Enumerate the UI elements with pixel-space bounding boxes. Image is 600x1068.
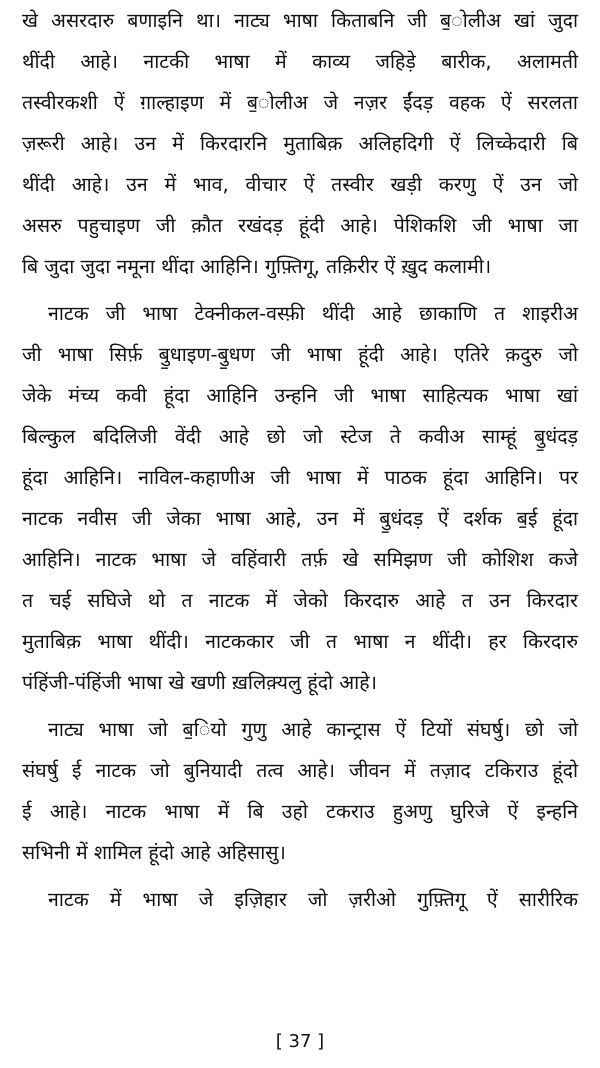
text-line: नाटक में भाषा जे इज़िहार जो ज़रीओ गुफ़्तिगू ऐं सारीरिक — [48, 888, 578, 911]
text-line: तस्वीरकशी ऐं ग़ाल्हाइण में ब॒ोलीअ जे नज़र ईंदड़ वहक ऐं सरलता — [22, 91, 578, 114]
page-number: [ 37 ] — [275, 1031, 325, 1052]
text-line: असरु पहुचाइण जी क़ौत रखंदड़ हूंदी आहे। पेशिकशि जी भाषा जा — [22, 214, 578, 237]
text-line: ई आहे। नाटक भाषा में बि उहो टकराउ हुअणु घुरिजे ऐं इन्हनि — [22, 800, 578, 823]
text-line: ज़रूरी आहे। उन में किरदारनि मुताबिक़ अलिहदिगी ऐं लिच्केदारी बि — [22, 132, 578, 155]
text-line: आहिनि। नाटक भाषा जे वहिंवारी तर्फ़ खे समिझण जी कोशिश कजे — [22, 548, 578, 571]
text-line: मुताबिक़ भाषा थींदी। नाटककार जी त भाषा न थींदी। हर किरदारु — [22, 630, 578, 653]
text-line: सभिनी में शामिल हूंदो आहे अहिसासु। — [22, 841, 286, 864]
text-line: नाटक जी भाषा टेक्नीकल-वस्फ़ी थींदी आहे छाकाणि त शाइरीअ — [48, 302, 578, 325]
text-line: जी भाषा सिर्फ़ बु॒धाइण-बु॒धण जी भाषा हूंदी आहे। एतिरे क़दुरु जो — [22, 343, 578, 366]
text-line: हूंदा आहिनि। नाविल-कहाणीअ जी भाषा में पाठक हूंदा आहिनि। पर — [22, 466, 578, 489]
text-line: पंहिंजी-पंहिंजी भाषा खे खणी ख़लिक़्यलु हूंदो आहे। — [22, 671, 377, 694]
text-line: थींदी आहे। उन में भाव, वीचार ऐं तस्वीर खड़ी करणु ऐं उन जो — [22, 173, 578, 196]
text-line: जेके मंच्य कवी हूंदा आहिनि उन्हनि जी भाषा साहित्यक भाषा खां — [22, 384, 578, 407]
text-line: नाटक नवीस जी जेका भाषा आहे, उन में बु॒धंदड़ ऐं दर्शक ब॒ई हूंदा — [22, 507, 578, 530]
text-line: थींदी आहे। नाटकी भाषा में काव्य जहिड़े बारीक, अलामती — [22, 50, 578, 73]
text-line: संघर्षु ई नाटक जो बुनियादी तत्व आहे। जीवन में तज़ाद टकिराउ हूंदो — [22, 759, 578, 782]
text-line: खे असरदारु बणाइनि था। नाट्य भाषा किताबनि जी ब॒ोलीअ खां जुदा — [22, 9, 578, 32]
text-line: बि जुदा जुदा नमूना थींदा आहिनि। गुफ़्तिगू, तक़िरीर ऐं ख़ुद कलामी। — [22, 255, 492, 278]
text-line: त चई सघिजे थो त नाटक में जेको किरदारु आहे त उन किरदार — [22, 589, 578, 612]
text-line: नाट्य भाषा जो ब॒ियो गुणु आहे कान्ट्रास ऐं टियों संघर्षु। छो जो — [48, 718, 578, 741]
text-line: बिल्कुल बदिलिजी वेंदी आहे छो जो स्टेज ते कवीअ साम्हूं बु॒धंदड़ — [22, 425, 578, 448]
